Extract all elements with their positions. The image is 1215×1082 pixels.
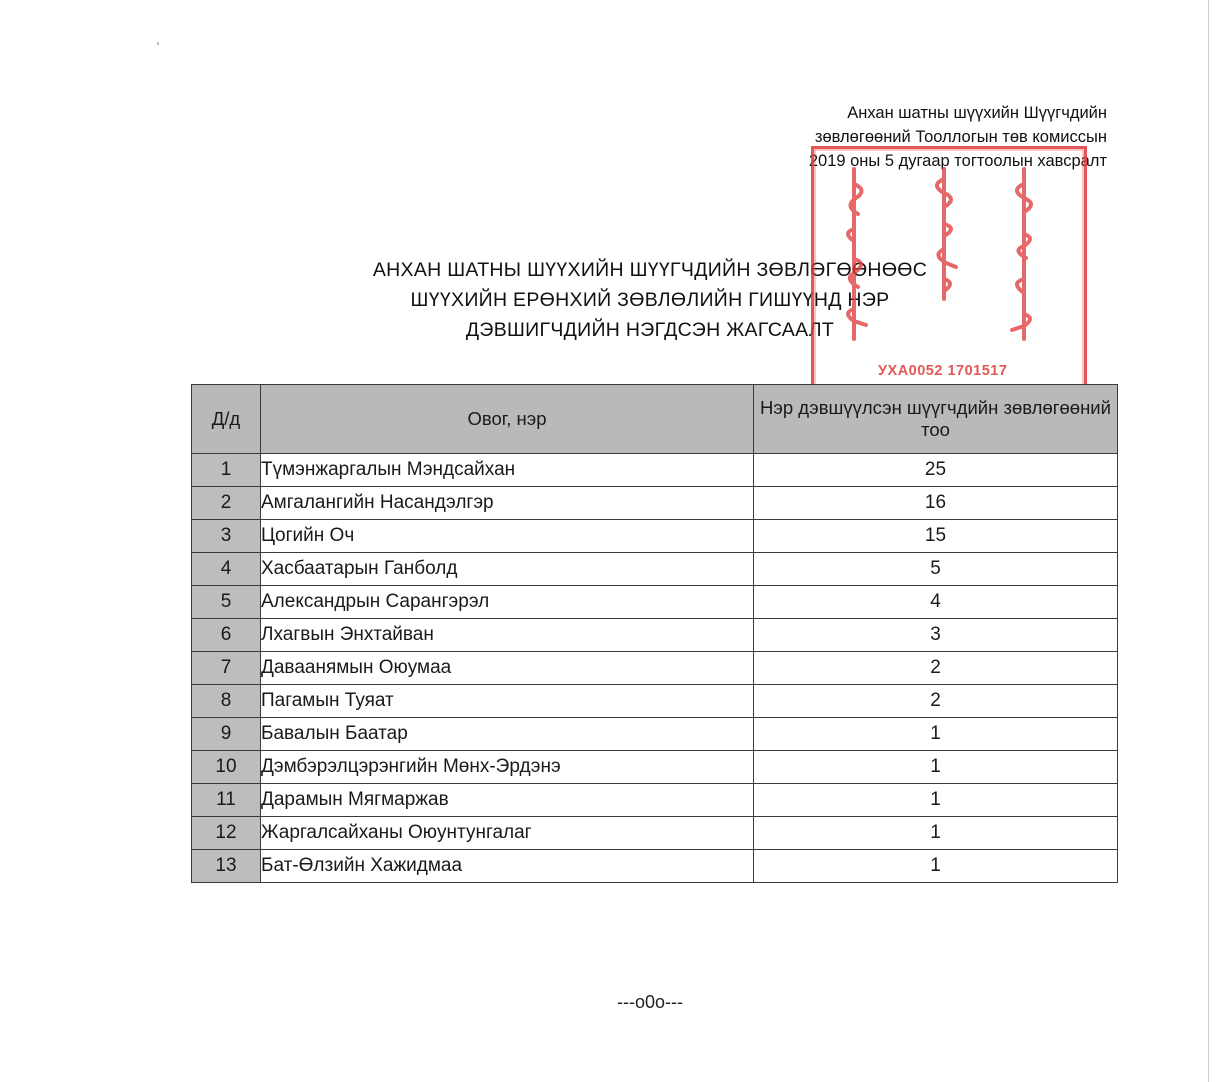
row-name: Цогийн Оч	[261, 520, 754, 553]
row-number: 13	[192, 850, 261, 883]
row-count: 2	[754, 685, 1118, 718]
row-number: 8	[192, 685, 261, 718]
row-name: Жаргалсайханы Оюунтунгалаг	[261, 817, 754, 850]
row-count: 1	[754, 850, 1118, 883]
row-number: 4	[192, 553, 261, 586]
title-line: ДЭВШИГЧДИЙН НЭГДСЭН ЖАГСААЛТ	[465, 319, 835, 341]
row-number: 5	[192, 586, 261, 619]
annex-line: зөвлөгөөний Тооллогын төв комиссын	[814, 128, 1107, 146]
annex-line: Анхан шатны шүүхийн Шүүгчдийн	[847, 104, 1107, 122]
row-name: Дарамын Мягмаржав	[261, 784, 754, 817]
annex-line: 2019 оны 5 дугаар тогтоолын хавсралт	[808, 152, 1107, 170]
candidates-table	[191, 384, 1118, 883]
title-line: ШҮҮХИЙН ЕРӨНХИЙ ЗӨВЛӨЛИЙН ГИШҮҮНД НЭР	[410, 289, 890, 311]
row-number: 11	[192, 784, 261, 817]
scan-edge	[1208, 0, 1209, 1082]
table-row	[192, 586, 1118, 619]
table-row	[192, 520, 1118, 553]
row-number: 3	[192, 520, 261, 553]
row-count: 5	[754, 553, 1118, 586]
row-count: 16	[754, 487, 1118, 520]
table-row	[192, 487, 1118, 520]
row-name: Даваанямын Оюумаа	[261, 652, 754, 685]
header-number: Д/д	[192, 385, 261, 454]
row-name: Пагамын Туяат	[261, 685, 754, 718]
row-count: 2	[754, 652, 1118, 685]
row-count: 25	[754, 454, 1118, 487]
table-header-row	[192, 385, 1118, 454]
row-name: Амгалангийн Насандэлгэр	[261, 487, 754, 520]
header-name: Овог, нэр	[261, 385, 754, 454]
table-row	[192, 817, 1118, 850]
stamp-code: УХА0052 1701517	[878, 363, 1008, 379]
table-row	[192, 685, 1118, 718]
document-end-mark: ---o0o---	[617, 992, 683, 1012]
row-count: 1	[754, 751, 1118, 784]
row-name: Түмэнжаргалын Мэндсайхан	[261, 454, 754, 487]
mongolian-script-seal-icon	[814, 149, 1084, 396]
official-stamp	[811, 146, 1087, 399]
row-name: Александрын Сарангэрэл	[261, 586, 754, 619]
row-number: 1	[192, 454, 261, 487]
table-row	[192, 850, 1118, 883]
row-number: 7	[192, 652, 261, 685]
header-count: Нэр дэвшүүлсэн шүүгчдийн зөвлөгөөний тоо	[754, 385, 1118, 454]
row-number: 9	[192, 718, 261, 751]
table-row	[192, 553, 1118, 586]
row-number: 10	[192, 751, 261, 784]
table-row	[192, 718, 1118, 751]
row-name: Бавалын Баатар	[261, 718, 754, 751]
table-row	[192, 784, 1118, 817]
row-number: 2	[192, 487, 261, 520]
table-row	[192, 751, 1118, 784]
row-name: Бат-Өлзийн Хажидмаа	[261, 850, 754, 883]
row-count: 15	[754, 520, 1118, 553]
row-number: 6	[192, 619, 261, 652]
row-count: 1	[754, 718, 1118, 751]
table-row	[192, 652, 1118, 685]
row-name: Хасбаатарын Ганболд	[261, 553, 754, 586]
row-count: 3	[754, 619, 1118, 652]
row-name: Лхагвын Энхтайван	[261, 619, 754, 652]
row-number: 12	[192, 817, 261, 850]
row-name: Дэмбэрэлцэрэнгийн Мөнх-Эрдэнэ	[261, 751, 754, 784]
row-count: 4	[754, 586, 1118, 619]
scan-speck	[157, 42, 159, 45]
table-row	[192, 619, 1118, 652]
title-line: АНХАН ШАТНЫ ШҮҮХИЙН ШҮҮГЧДИЙН ЗӨВЛӨГӨӨНӨӨС	[372, 259, 928, 281]
table-row	[192, 454, 1118, 487]
row-count: 1	[754, 817, 1118, 850]
row-count: 1	[754, 784, 1118, 817]
